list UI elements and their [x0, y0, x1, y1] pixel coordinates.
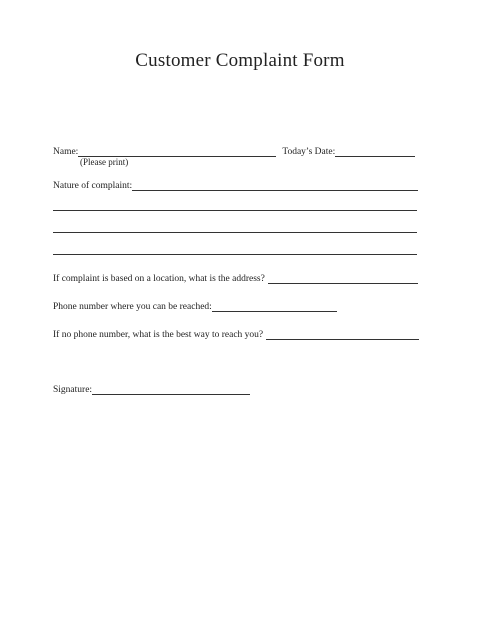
alt-contact-row: [53, 329, 419, 340]
nature-of-complaint-field[interactable]: [132, 180, 418, 191]
name-field[interactable]: [78, 146, 276, 157]
complaint-line-4[interactable]: [53, 254, 417, 255]
form-title: Customer Complaint Form: [135, 50, 345, 71]
signature-row: [53, 384, 250, 395]
name-label: Name:: [53, 147, 79, 157]
alt-contact-field[interactable]: [266, 329, 419, 340]
nature-of-complaint-label: Nature of complaint:: [53, 181, 133, 191]
phone-row: [53, 301, 337, 312]
phone-label: Phone number where you can be reached:: [53, 302, 212, 312]
address-field[interactable]: [268, 273, 418, 284]
name-hint: (Please print): [80, 157, 129, 167]
address-row: [53, 273, 418, 284]
nature-row: [53, 180, 418, 191]
todays-date-label: Today’s Date:: [282, 147, 336, 157]
todays-date-field[interactable]: [335, 146, 415, 157]
complaint-line-2[interactable]: [53, 210, 417, 211]
complaint-line-3[interactable]: [53, 232, 417, 233]
signature-field[interactable]: [92, 384, 250, 395]
name-date-row: [53, 146, 415, 157]
phone-field[interactable]: [212, 301, 337, 312]
alt-contact-label: If no phone number, what is the best way to reach you?: [53, 330, 264, 340]
signature-label: Signature:: [53, 385, 93, 395]
address-label: If complaint is based on a location, what is the address?: [53, 274, 265, 284]
